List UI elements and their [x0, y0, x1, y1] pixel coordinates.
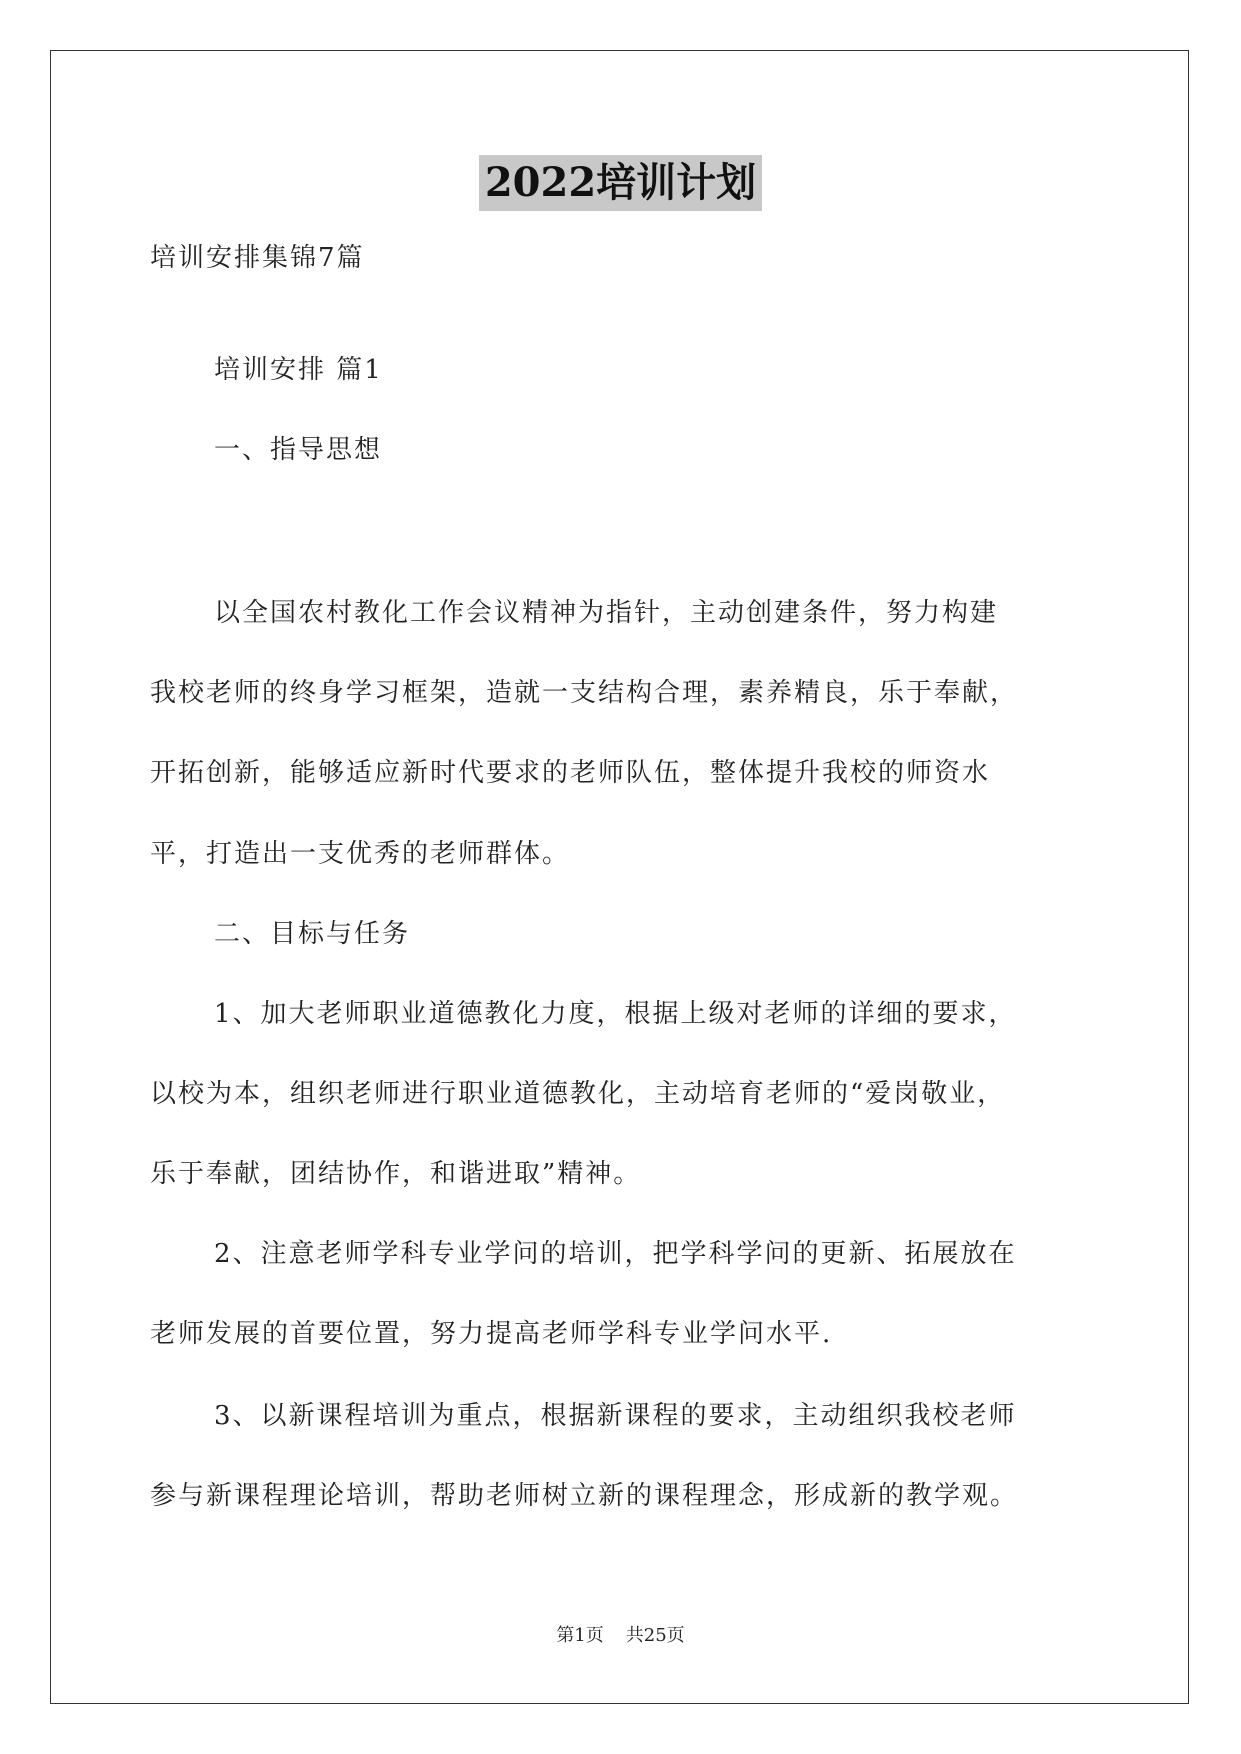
- paragraph-line: 以全国农村教化工作会议精神为指针，主动创建条件，努力构建: [214, 598, 999, 628]
- section-heading: 培训安排 篇1: [214, 355, 383, 385]
- document-title: 2022培训计划: [479, 155, 762, 211]
- paragraph-line: 1、加大老师职业道德教化力度，根据上级对老师的详细的要求，: [214, 999, 1017, 1029]
- paragraph-line: 以校为本，组织老师进行职业道德教化，主动培育老师的“爱岗敬业，: [150, 1079, 1006, 1109]
- paragraph-line: 老师发展的首要位置，努力提高老师学科专业学问水平.: [150, 1319, 833, 1349]
- page-number: 第1页: [556, 1625, 604, 1646]
- paragraph-line: 开拓创新，能够适应新时代要求的老师队伍，整体提升我校的师资水: [150, 758, 991, 788]
- heading-guiding-ideology: 一、指导思想: [214, 435, 383, 465]
- paragraph-line: 2、注意老师学科专业学问的培训，把学科学问的更新、拓展放在: [214, 1239, 1017, 1269]
- paragraph-line: 参与新课程理论培训，帮助老师树立新的课程理念，形成新的教学观。: [150, 1481, 1019, 1511]
- page-footer: [0, 1624, 1241, 1648]
- subtitle: 培训安排集锦7篇: [150, 243, 365, 273]
- paragraph-line: 乐于奉献，团结协作，和谐进取”精神。: [150, 1159, 642, 1189]
- paragraph-line: 我校老师的终身学习框架，造就一支结构合理，素养精良，乐于奉献，: [150, 678, 1019, 708]
- page-border: [50, 50, 1189, 1704]
- paragraph-line: 3、以新课程培训为重点，根据新课程的要求，主动组织我校老师: [214, 1401, 1017, 1431]
- heading-goals-tasks: 二、目标与任务: [214, 919, 411, 949]
- page-total: 共25页: [625, 1625, 685, 1646]
- paragraph-line: 平，打造出一支优秀的老师群体。: [150, 839, 571, 869]
- title-container: [0, 155, 1241, 211]
